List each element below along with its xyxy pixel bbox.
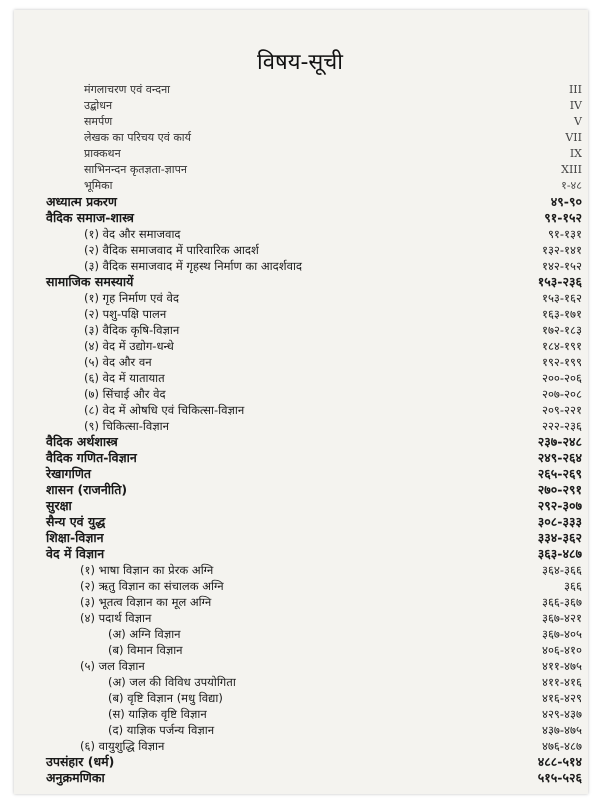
toc-entry-title: प्राक्कथन	[84, 147, 121, 160]
toc-entry	[0, 706, 600, 722]
toc-entry	[0, 578, 600, 594]
toc-entry	[0, 754, 600, 770]
toc-entry-page: ५१५-५२६	[537, 770, 582, 785]
toc-entry-title: लेखक का परिचय एवं कार्य	[84, 131, 192, 144]
toc-entry-page: III	[568, 83, 582, 96]
toc-entry	[0, 322, 600, 338]
toc-entry-title: (९) चिकित्सा-विज्ञान	[84, 419, 169, 433]
toc-entry-title: (४) पदार्थ विज्ञान	[80, 611, 152, 625]
toc-entry-title: (अ) जल की विविध उपयोगिता	[108, 675, 236, 689]
toc-entry	[0, 626, 600, 642]
toc-entry-page: २०७-२०८	[541, 387, 582, 401]
toc-entry-title: मंगलाचरण एवं वन्दना	[84, 83, 171, 96]
table-of-contents	[0, 82, 600, 786]
toc-entry	[0, 82, 600, 98]
toc-entry-title: शासन (राजनीति)	[46, 482, 128, 497]
toc-entry-title: अध्यात्म प्रकरण	[46, 194, 117, 209]
toc-entry-page: IX	[569, 147, 582, 160]
toc-entry-page: २७०-२९१	[537, 482, 582, 497]
toc-entry-title: (१) वेद और समाजवाद	[84, 227, 181, 241]
toc-entry-page: ३६७-४०५	[541, 627, 582, 641]
toc-entry-page: ४९-९०	[550, 194, 582, 209]
toc-entry	[0, 770, 600, 786]
toc-entry-page: १६३-१७१	[541, 307, 582, 321]
toc-entry-page: २४९-२६४	[537, 450, 582, 465]
toc-entry-page: ४०६-४१०	[541, 643, 582, 657]
toc-entry-title: सामाजिक समस्यायें	[46, 274, 134, 289]
toc-entry	[0, 194, 600, 210]
toc-entry-title: शिक्षा-विज्ञान	[46, 530, 104, 545]
toc-entry-title: (२) पशु-पक्षि पालन	[84, 307, 167, 321]
toc-entry-title: (६) वायुशुद्धि विज्ञान	[80, 739, 165, 753]
toc-entry-page: ४८८-५१४	[537, 754, 582, 769]
toc-entry-page: १४२-१५२	[541, 259, 582, 273]
toc-entry	[0, 226, 600, 242]
toc-entry-title: रेखागणित	[46, 466, 92, 481]
toc-entry-title: (५) वेद और वन	[84, 355, 152, 369]
toc-entry-page: २२२-२३६	[541, 419, 582, 433]
toc-entry-page: ४३७-४७५	[541, 723, 582, 737]
toc-entry-title: (५) जल विज्ञान	[80, 659, 145, 673]
toc-entry-title: उद्बोधन	[84, 99, 113, 112]
toc-entry-title: सुरक्षा	[46, 498, 72, 513]
toc-entry-title: (द) याज्ञिक पर्जन्य विज्ञान	[108, 723, 215, 737]
toc-entry	[0, 514, 600, 530]
toc-entry	[0, 738, 600, 754]
toc-entry-page: २३७-२४८	[537, 434, 582, 449]
toc-entry	[0, 370, 600, 386]
page-title: विषय-सूची	[257, 50, 343, 75]
toc-entry-title: (१) भाषा विज्ञान का प्रेरक अग्नि	[80, 563, 214, 577]
toc-entry	[0, 690, 600, 706]
toc-entry-title: (अ) अग्नि विज्ञान	[108, 627, 181, 641]
toc-entry-page: ४११-४७५	[541, 659, 582, 673]
toc-entry	[0, 498, 600, 514]
toc-entry-page: १९२-१९९	[541, 355, 582, 369]
toc-entry-page: १५३-१६२	[541, 291, 582, 305]
toc-entry-title: (८) वेद में ओषधि एवं चिकित्सा-विज्ञान	[84, 403, 245, 417]
toc-entry-title: (४) वेद में उद्योग-धन्धे	[84, 339, 174, 353]
toc-entry	[0, 530, 600, 546]
toc-entry-title: (६) वेद में यातायात	[84, 371, 165, 385]
toc-entry	[0, 610, 600, 626]
toc-entry-page: १३२-१४१	[541, 243, 582, 257]
toc-entry-title: (स) याज्ञिक वृष्टि विज्ञान	[108, 707, 207, 721]
toc-entry	[0, 162, 600, 178]
toc-entry	[0, 434, 600, 450]
toc-entry-page: V	[574, 115, 582, 128]
toc-entry-page: ३६७-४२१	[541, 611, 582, 625]
toc-entry-page: VII	[565, 131, 582, 144]
toc-entry-page: ३६६-३६७	[541, 595, 582, 609]
toc-entry	[0, 354, 600, 370]
toc-entry	[0, 258, 600, 274]
toc-entry-page: २६५-२६९	[537, 466, 582, 481]
toc-entry-title: (ब) वृष्टि विज्ञान (मधु विद्या)	[108, 691, 223, 705]
toc-entry	[0, 130, 600, 146]
toc-entry	[0, 146, 600, 162]
toc-entry	[0, 674, 600, 690]
toc-entry-page: १८४-१९१	[541, 339, 582, 353]
toc-entry-page: ३६३-४८७	[537, 546, 582, 561]
toc-entry-page: २००-२०६	[541, 371, 582, 385]
toc-entry	[0, 290, 600, 306]
toc-entry-title: (२) ऋतु विज्ञान का संचालक अग्नि	[80, 579, 224, 593]
toc-entry-title: वेद में विज्ञान	[46, 546, 105, 561]
toc-entry-page: ४११-४१६	[541, 675, 582, 689]
toc-entry	[0, 594, 600, 610]
toc-entry-page: १५३-२३६	[537, 274, 582, 289]
toc-entry-page: IV	[569, 99, 582, 112]
toc-entry-page: ३६६	[564, 579, 582, 593]
toc-entry	[0, 210, 600, 226]
toc-entry	[0, 274, 600, 290]
toc-entry-title: वैदिक अर्थशास्त्र	[46, 434, 118, 449]
toc-entry-page: १-४८	[561, 179, 582, 192]
toc-entry	[0, 306, 600, 322]
toc-entry-title: (३) वैदिक कृषि-विज्ञान	[84, 323, 180, 337]
toc-entry-title: समर्पण	[84, 115, 113, 128]
toc-entry-title: (७) सिंचाई और वेद	[84, 387, 166, 401]
toc-entry-page: ९१-१५२	[544, 210, 582, 225]
toc-entry	[0, 466, 600, 482]
toc-entry	[0, 562, 600, 578]
toc-entry-title: भूमिका	[84, 179, 113, 192]
toc-entry-page: ३०८-३३३	[537, 514, 582, 529]
toc-entry-page: २९२-३०७	[537, 498, 582, 513]
toc-entry-title: उपसंहार (धर्म)	[46, 754, 115, 769]
toc-entry-title: सैन्य एवं युद्ध	[46, 514, 106, 529]
toc-entry-page: ४२९-४३७	[541, 707, 582, 721]
toc-entry-page: १७२-१८३	[541, 323, 582, 337]
toc-entry-title: (३) भूतत्व विज्ञान का मूल अग्नि	[80, 595, 212, 609]
toc-entry-title: अनुक्रमणिका	[46, 770, 105, 785]
toc-entry	[0, 178, 600, 194]
toc-entry-page: XIII	[561, 163, 582, 176]
toc-entry-page: ४७६-४८७	[541, 739, 582, 753]
toc-entry-page: ३३४-३६२	[537, 530, 582, 545]
toc-entry-page: २०९-२२१	[541, 403, 582, 417]
toc-entry	[0, 242, 600, 258]
toc-entry	[0, 402, 600, 418]
toc-entry-title: वैदिक समाज-शास्त्र	[46, 210, 134, 225]
toc-entry	[0, 722, 600, 738]
toc-entry-title: (२) वैदिक समाजवाद में पारिवारिक आदर्श	[84, 243, 259, 257]
toc-entry	[0, 482, 600, 498]
toc-entry-title: साभिनन्दन कृतज्ञता-ज्ञापन	[84, 163, 187, 176]
toc-entry-title: वैदिक गणित-विज्ञान	[46, 450, 137, 465]
toc-entry-title: (१) गृह निर्माण एवं वेद	[84, 291, 179, 305]
toc-entry-title: (ब) विमान विज्ञान	[108, 643, 183, 657]
toc-entry	[0, 386, 600, 402]
toc-entry-page: ३६४-३६६	[541, 563, 582, 577]
toc-entry-title: (३) वैदिक समाजवाद में गृहस्थ निर्माण का आदर्शवाद	[84, 259, 303, 273]
toc-entry	[0, 418, 600, 434]
toc-entry	[0, 546, 600, 562]
toc-entry	[0, 658, 600, 674]
toc-entry	[0, 338, 600, 354]
toc-entry-page: ९१-१३१	[547, 227, 582, 241]
toc-entry-page: ४१६-४२९	[541, 691, 582, 705]
toc-entry	[0, 642, 600, 658]
toc-entry	[0, 98, 600, 114]
toc-entry	[0, 114, 600, 130]
toc-entry	[0, 450, 600, 466]
